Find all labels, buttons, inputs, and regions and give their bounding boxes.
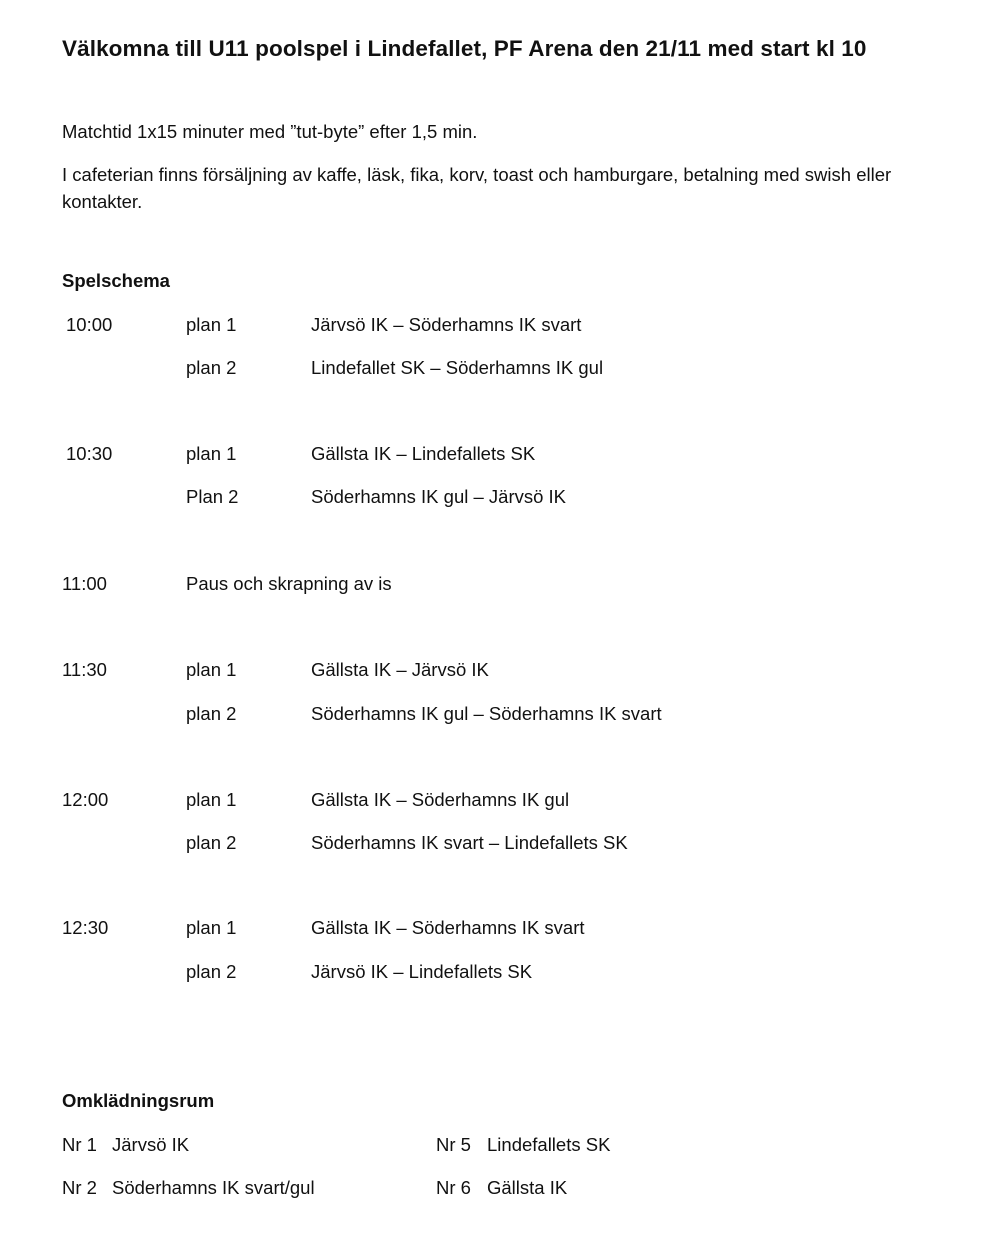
slot-match: Söderhamns IK gul – Järvsö IK — [311, 486, 567, 507]
slot-plan: plan 1 — [186, 443, 237, 464]
schedule-heading: Spelschema — [62, 270, 170, 291]
room-team: Gällsta IK — [487, 1177, 568, 1198]
room-number: Nr 2 — [62, 1177, 97, 1198]
slot-match: Järvsö IK – Söderhamns IK svart — [311, 314, 582, 335]
slot-match: Söderhamns IK svart – Lindefallets SK — [311, 832, 628, 853]
slot-match: Lindefallet SK – Söderhamns IK gul — [311, 357, 604, 378]
slot-match: Järvsö IK – Lindefallets SK — [311, 961, 533, 982]
slot-time: 11:30 — [62, 659, 107, 680]
slot-plan: Plan 2 — [186, 486, 239, 507]
slot-time: 12:00 — [62, 789, 109, 810]
slot-plan: plan 1 — [186, 789, 237, 810]
room-number: Nr 1 — [62, 1134, 97, 1155]
slot-time: 10:30 — [66, 443, 113, 464]
slot-match: Söderhamns IK gul – Söderhamns IK svart — [311, 703, 662, 724]
slot-match: Gällsta IK – Järvsö IK — [311, 659, 489, 680]
slot-time: 11:00 — [62, 573, 107, 594]
intro-cafeteria: I cafeterian finns försäljning av kaffe, läsk, fika, korv, toast och hamburgare, betalning med swish eller kontakter. — [62, 164, 892, 212]
slot-plan: plan 1 — [186, 659, 237, 680]
slot-time: 10:00 — [66, 314, 113, 335]
room-number: Nr 5 — [436, 1134, 471, 1155]
room-team: Järvsö IK — [112, 1134, 190, 1155]
slot-plan: plan 2 — [186, 832, 237, 853]
rooms-heading: Omklädningsrum — [62, 1090, 215, 1111]
slot-plan: plan 2 — [186, 703, 237, 724]
slot-plan: plan 2 — [186, 357, 237, 378]
slot-match: Gällsta IK – Söderhamns IK gul — [311, 789, 570, 810]
slot-match: Gällsta IK – Söderhamns IK svart — [311, 917, 585, 938]
slot-plan: plan 1 — [186, 314, 237, 335]
room-team: Söderhamns IK svart/gul — [112, 1177, 315, 1198]
slot-match: Gällsta IK – Lindefallets SK — [311, 443, 536, 464]
page-title: Välkomna till U11 poolspel i Lindefallet, PF Arena den 21/11 med start kl 10 — [62, 36, 867, 61]
slot-time: 12:30 — [62, 917, 109, 938]
slot-plan: plan 2 — [186, 961, 237, 982]
intro-match-time: Matchtid 1x15 minuter med ”tut-byte” efter 1,5 min. — [62, 121, 478, 142]
room-number: Nr 6 — [436, 1177, 471, 1198]
slot-note: Paus och skrapning av is — [186, 573, 392, 594]
room-team: Lindefallets SK — [487, 1134, 611, 1155]
slot-plan: plan 1 — [186, 917, 237, 938]
